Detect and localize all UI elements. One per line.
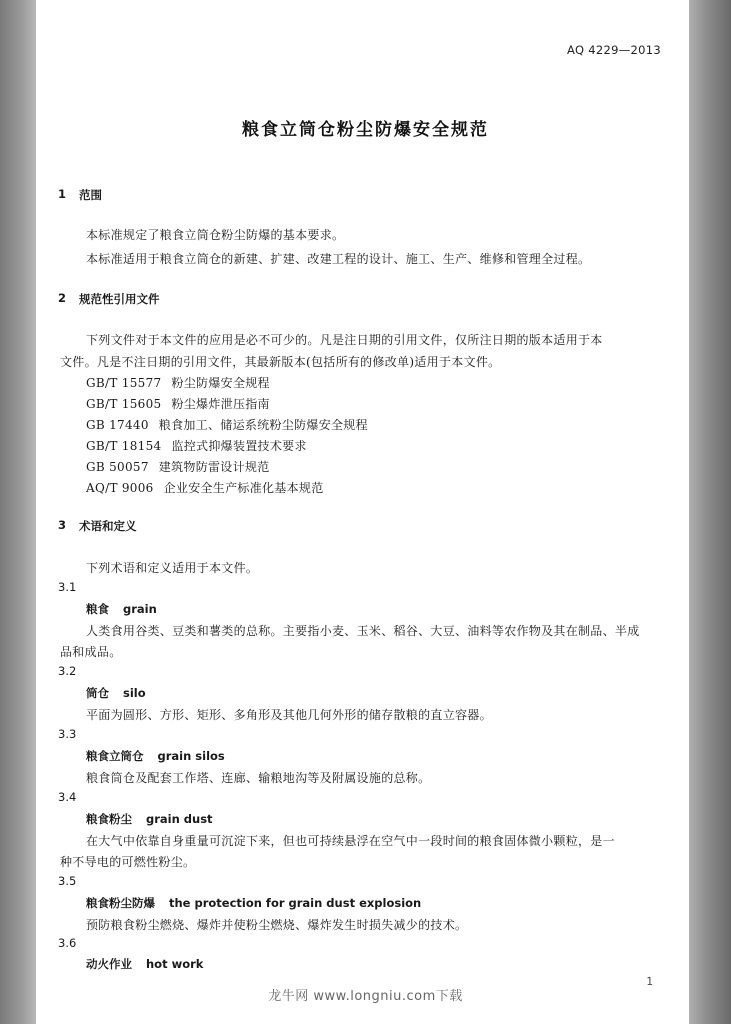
term-english: hot work — [146, 957, 204, 971]
term-chinese: 粮食粉尘防爆 — [86, 896, 155, 910]
reference-item — [86, 479, 324, 496]
term-definition-line-1: 平面为圆形、方形、矩形、多角形及其他几何外形的储存散粮的直立容器。 — [86, 708, 492, 722]
reference-code: GB/T 15605 — [86, 397, 162, 411]
term-chinese: 粮食粉尘 — [86, 812, 132, 826]
term-heading — [86, 956, 203, 972]
page-number: 1 — [646, 976, 653, 988]
section-3-heading: 术语和定义 — [79, 519, 137, 533]
reference-item — [86, 458, 270, 475]
right-scan-border — [689, 0, 731, 1024]
section-2-intro-line-2: 文件。凡是不注日期的引用文件，其最新版本(包括所有的修改单)适用于本文件。 — [60, 355, 501, 369]
term-number: 3.4 — [58, 790, 77, 804]
reference-item — [86, 416, 368, 433]
term-number: 3.3 — [58, 727, 77, 741]
section-1-paragraph-1: 本标准规定了粮食立筒仓粉尘防爆的基本要求。 — [86, 228, 345, 242]
section-1-paragraph-2: 本标准适用于粮食立筒仓的新建、扩建、改建工程的设计、施工、生产、维修和管理全过程。 — [86, 252, 591, 266]
reference-title: 监控式抑爆装置技术要求 — [171, 439, 307, 453]
term-number: 3.1 — [58, 580, 77, 594]
term-english: grain dust — [146, 812, 213, 826]
term-english: grain — [123, 602, 157, 616]
term-number: 3.5 — [58, 874, 77, 888]
reference-item — [86, 395, 270, 412]
reference-code: GB 50057 — [86, 460, 149, 474]
term-chinese: 粮食立筒仓 — [86, 749, 144, 763]
section-2-number: 2 — [58, 291, 67, 305]
term-heading — [86, 811, 213, 827]
term-number: 3.6 — [58, 936, 77, 950]
section-3-number: 3 — [58, 518, 67, 532]
term-chinese: 粮食 — [86, 602, 109, 616]
document-page — [36, 0, 689, 1024]
term-definition-line-1: 在大气中依靠自身重量可沉淀下来，但也可持续悬浮在空气中一段时间的粮食固体微小颗粒，是一 — [86, 834, 615, 848]
reference-title: 建筑物防雷设计规范 — [158, 460, 270, 474]
reference-title: 粉尘防爆安全规程 — [171, 376, 270, 390]
reference-code: GB 17440 — [86, 418, 149, 432]
reference-item — [86, 437, 307, 454]
term-number: 3.2 — [58, 664, 77, 678]
section-3-intro: 下列术语和定义适用于本文件。 — [86, 561, 259, 575]
reference-item — [86, 374, 270, 391]
reference-code: GB/T 18154 — [86, 439, 162, 453]
section-1-heading: 范围 — [79, 188, 102, 202]
term-definition-line-1: 粮食筒仓及配套工作塔、连廊、输粮地沟等及附属设施的总称。 — [86, 771, 431, 785]
standard-number: AQ 4229—2013 — [566, 43, 661, 57]
term-definition-line-1: 预防粮食粉尘燃烧、爆炸并使粉尘燃烧、爆炸发生时损失减少的技术。 — [86, 918, 468, 932]
document-title: 粮食立筒仓粉尘防爆安全规范 — [242, 120, 489, 140]
reference-title: 企业安全生产标准化基本规范 — [163, 481, 324, 495]
term-chinese: 筒仓 — [86, 686, 109, 700]
term-heading — [86, 895, 421, 911]
term-english: grain silos — [157, 749, 225, 763]
watermark-footer: 龙牛网 www.longniu.com下载 — [268, 989, 463, 1004]
term-definition-line-2: 种不导电的可燃性粉尘。 — [60, 855, 196, 869]
reference-title: 粉尘爆炸泄压指南 — [171, 397, 270, 411]
term-english: the protection for grain dust explosion — [169, 896, 422, 910]
term-heading — [86, 685, 146, 701]
left-scan-border — [0, 0, 36, 1024]
section-2-intro-line-1: 下列文件对于本文件的应用是必不可少的。凡是注日期的引用文件，仅所注日期的版本适用于本 — [86, 333, 603, 347]
reference-code: GB/T 15577 — [86, 376, 162, 390]
term-heading — [86, 748, 225, 764]
reference-code: AQ/T 9006 — [86, 481, 154, 495]
term-definition-line-2: 品和成品。 — [60, 645, 122, 659]
term-definition-line-1: 人类食用谷类、豆类和薯类的总称。主要指小麦、玉米、稻谷、大豆、油料等农作物及其在制品、半成 — [86, 624, 640, 638]
section-2-heading: 规范性引用文件 — [79, 292, 160, 306]
reference-title: 粮食加工、储运系统粉尘防爆安全规程 — [158, 418, 368, 432]
term-chinese: 动火作业 — [86, 957, 132, 971]
term-heading — [86, 601, 157, 617]
section-1-number: 1 — [58, 187, 67, 201]
term-english: silo — [123, 686, 146, 700]
